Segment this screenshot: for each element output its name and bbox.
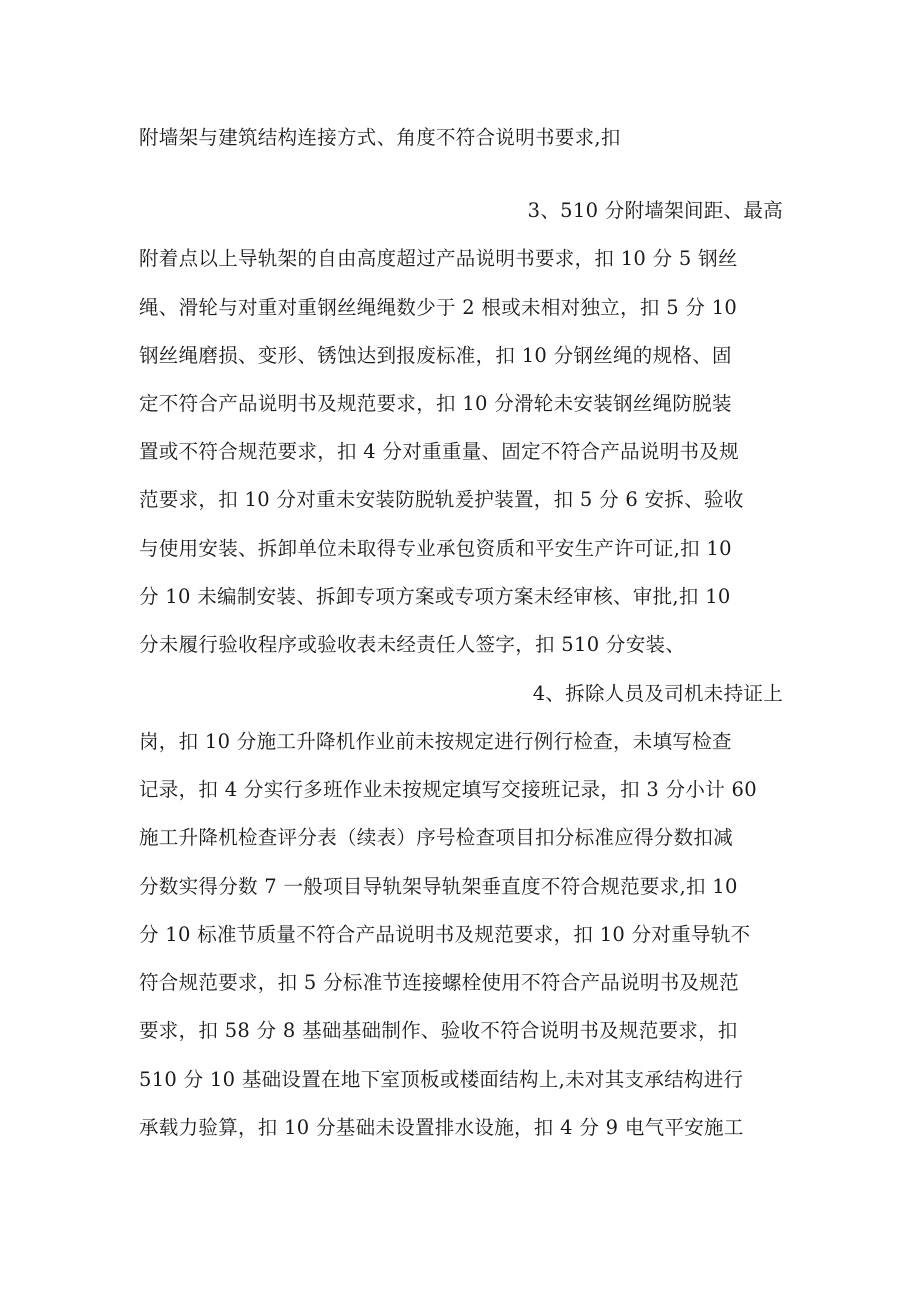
text-line: 绳、滑轮与对重对重钢丝绳绳数少于 2 根或未相对独立，扣 5 分 10 bbox=[139, 296, 738, 319]
text-line: 与使用安装、拆卸单位未取得专业承包资质和平安生产许可证,扣 10 bbox=[139, 537, 732, 560]
text-line: 记录，扣 4 分实行多班作业未按规定填写交接班记录，扣 3 分小计 60 bbox=[139, 778, 757, 801]
text-line: 510 分 10 基础设置在地下室顶板或楼面结构上,未对其支承结构进行 bbox=[139, 1068, 744, 1091]
text-line: 要求，扣 58 分 8 基础基础制作、验收不符合说明书及规范要求，扣 bbox=[139, 1019, 738, 1042]
text-line: 符合规范要求，扣 5 分标准节连接螺栓使用不符合产品说明书及规范 bbox=[139, 971, 739, 994]
text-line: 置或不符合规范要求，扣 4 分对重重量、固定不符合产品说明书及规 bbox=[139, 440, 739, 463]
text-line: 施工升降机检查评分表（续表）序号检查项目扣分标准应得分数扣减 bbox=[139, 826, 734, 849]
text-line: 附着点以上导轨架的自由高度超过产品说明书要求，扣 10 分 5 钢丝 bbox=[139, 247, 738, 270]
section-heading: 4、拆除人员及司机未持证上 bbox=[532, 682, 783, 705]
text-line: 岗，扣 10 分施工升降机作业前未按规定进行例行检查，未填写检查 bbox=[139, 730, 732, 753]
text-line: 附墙架与建筑结构连接方式、角度不符合说明书要求,扣 bbox=[139, 126, 621, 149]
section-heading: 3、510 分附墙架间距、最高 bbox=[527, 199, 783, 222]
text-line: 钢丝绳磨损、变形、锈蚀达到报废标准，扣 10 分钢丝绳的规格、固 bbox=[139, 344, 732, 367]
text-line: 承载力验算，扣 10 分基础未设置排水设施，扣 4 分 9 电气平安施工 bbox=[139, 1116, 744, 1139]
text-line: 分未履行验收程序或验收表未经责任人签字，扣 510 分安装、 bbox=[139, 633, 686, 656]
text-line: 分 10 标准节质量不符合产品说明书及规范要求，扣 10 分对重导轨不 bbox=[139, 923, 751, 946]
text-line: 范要求，扣 10 分对重未安装防脱轨爰护装置，扣 5 分 6 安拆、验收 bbox=[139, 488, 744, 511]
text-line: 定不符合产品说明书及规范要求，扣 10 分滑轮未安装钢丝绳防脱装 bbox=[139, 392, 732, 415]
text-line: 分 10 未编制安装、拆卸专项方案或专项方案未经审核、审批,扣 10 bbox=[139, 585, 731, 608]
text-line: 分数实得分数 7 一般项目导轨架导轨架垂直度不符合规范要求,扣 10 bbox=[139, 875, 738, 898]
